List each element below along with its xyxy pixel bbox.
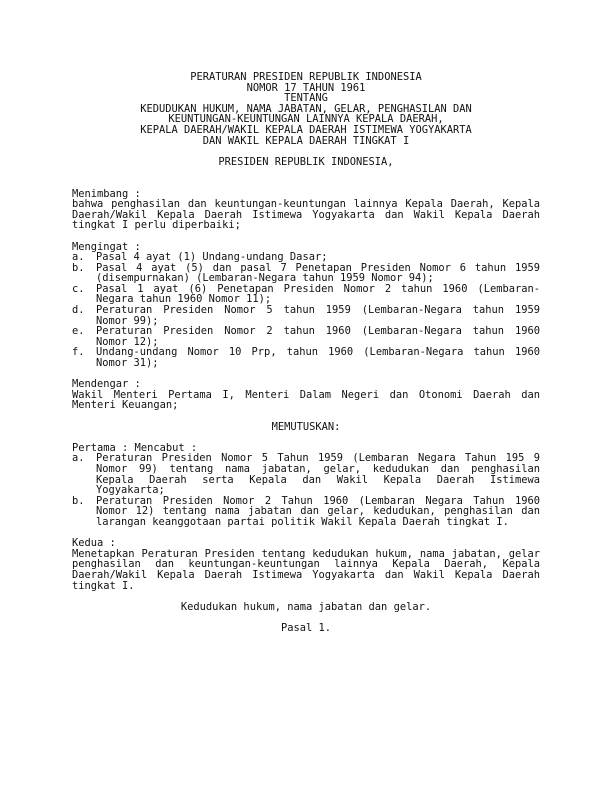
title-line: NOMOR 17 TAHUN 1961 bbox=[246, 81, 366, 94]
list-text: Undang-undang Nomor 10 Prp, tahun 1960 (Lembaran-Negara tahun 1960 Nomor 31); bbox=[96, 346, 540, 370]
pertama-section bbox=[72, 443, 540, 528]
mengingat-section bbox=[72, 242, 540, 369]
list-item bbox=[72, 496, 540, 528]
kedua-label: Kedua : bbox=[72, 537, 116, 550]
title-line: TENTANG bbox=[284, 92, 328, 105]
list-text: Pasal 1 ayat (6) Penetapan Presiden Nomor 2 tahun 1960 (Lembaran-Negara tahun 1960 Nomor 11); bbox=[96, 282, 540, 306]
list-item bbox=[72, 263, 540, 284]
list-item bbox=[72, 453, 540, 495]
document-title bbox=[72, 72, 540, 146]
issuer-line: PRESIDEN REPUBLIK INDONESIA, bbox=[218, 155, 394, 168]
list-marker: f. bbox=[72, 346, 85, 359]
menimbang-section bbox=[72, 189, 540, 231]
title-line: KEDUDUKAN HUKUM, NAMA JABATAN, GELAR, PENGHASILAN DAN bbox=[140, 102, 472, 115]
list-item bbox=[72, 326, 540, 347]
list-marker: b. bbox=[72, 261, 85, 274]
title-line: KEPALA DAERAH/WAKIL KEPALA DAERAH ISTIMEWA YOGYAKARTA bbox=[140, 123, 472, 136]
list-text: Peraturan Presiden Nomor 2 tahun 1960 (Lembaran-Negara tahun 1960 Nomor 12); bbox=[96, 325, 540, 348]
menimbang-text: bahwa penghasilan dan keuntungan-keuntungan lainnya Kepala Daerah, Kepala Daerah/Wakil Kepala Daerah Istimewa Yogyakarta dan Wakil Kepala Daerah tingkat I perlu diperbaiki; bbox=[72, 198, 540, 232]
title-line: KEUNTUNGAN-KEUNTUNGAN LAINNYA KEPALA DAERAH, bbox=[168, 113, 444, 126]
kedua-section bbox=[72, 538, 540, 591]
mendengar-text: Wakil Menteri Pertama I, Menteri Dalam Negeri dan Otonomi Daerah dan Menteri Keuangan; bbox=[72, 388, 540, 412]
pasal-heading: Pasal 1. bbox=[280, 621, 332, 634]
kedua-text: Menetapkan Peraturan Presiden tentang kedudukan hukum, nama jabatan, gelar penghasilan dan keuntungan-keuntungan lainnya Kepala Daerah, Kepala Daerah/Wakil Kepala Daerah Istimewa Yogyakarta dan Wakil Kepala Daerah tingkat I. bbox=[72, 547, 540, 592]
mendengar-label: Mendengar : bbox=[72, 378, 141, 391]
mendengar-section bbox=[72, 379, 540, 411]
list-item bbox=[72, 305, 540, 326]
list-marker: e. bbox=[72, 325, 85, 338]
document-page bbox=[72, 72, 540, 633]
list-text: Peraturan Presiden Nomor 2 Tahun 1960 (Lembaran Negara Tahun 1960 Nomor 12) tentang nama jabatan dan gelar, kedudukan, penghasilan dan larangan keanggotaan partai politik Wakil Kepala Daerah tingkat I. bbox=[96, 494, 540, 528]
list-marker: b. bbox=[72, 494, 85, 507]
list-text: Peraturan Presiden Nomor 5 tahun 1959 (Lembaran-Negara tahun 1959 Nomor 99); bbox=[96, 304, 540, 327]
mengingat-label: Mengingat : bbox=[72, 240, 141, 253]
list-marker: d. bbox=[72, 304, 85, 317]
pertama-label: Pertama : Mencabut : bbox=[72, 441, 198, 454]
memutuskan-heading: MEMUTUSKAN: bbox=[271, 420, 341, 433]
list-item bbox=[72, 347, 540, 368]
list-text: Peraturan Presiden Nomor 5 Tahun 1959 (Lembaran Negara Tahun 195 9 Nomor 99) tentang nama jabatan, gelar, kedudukan dan penghasilan Kepala Daerah serta Kepala dan Wakil Kepala Daerah Istimewa Yogyakarta; bbox=[96, 452, 540, 497]
list-item bbox=[72, 284, 540, 305]
list-marker: a. bbox=[72, 452, 85, 465]
menimbang-label: Menimbang : bbox=[72, 187, 141, 200]
section-heading: Kedudukan hukum, nama jabatan dan gelar. bbox=[180, 600, 432, 613]
list-marker: c. bbox=[72, 282, 85, 295]
list-text: Pasal 4 ayat (5) dan pasal 7 Penetapan Presiden Nomor 6 tahun 1959 (disempurnakan) (Lembaran-Negara tahun 1959 Nomor 94); bbox=[96, 261, 540, 285]
list-text: Pasal 4 ayat (1) Undang-undang Dasar; bbox=[96, 251, 328, 264]
list-marker: a. bbox=[72, 251, 85, 264]
title-line: DAN WAKIL KEPALA DAERAH TINGKAT I bbox=[202, 134, 410, 147]
title-line: PERATURAN PRESIDEN REPUBLIK INDONESIA bbox=[190, 71, 422, 83]
